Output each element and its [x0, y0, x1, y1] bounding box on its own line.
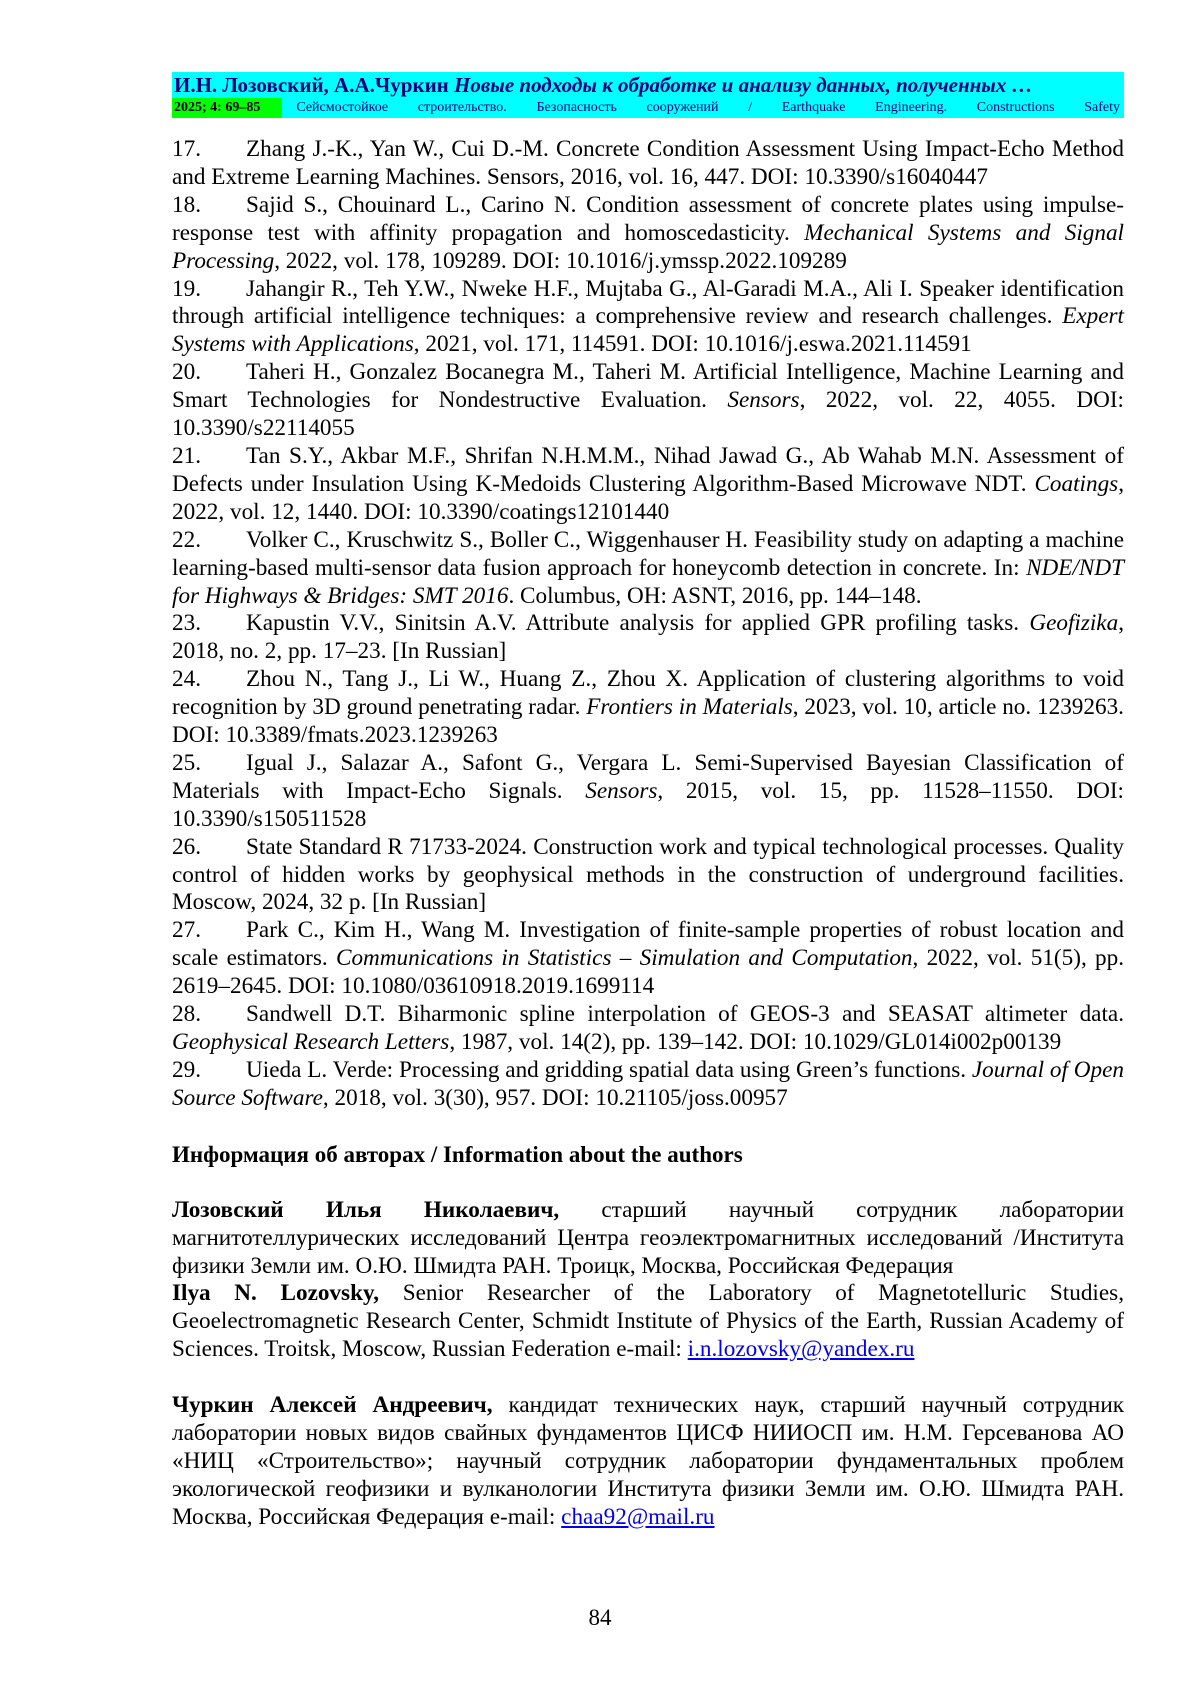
- reference-number: 22.: [172, 527, 246, 555]
- reference-text: Sajid S., Chouinard L., Carino N. Condition assessment of concrete plates using impulse-response test with affinity propagation and homoscedasticity.: [172, 192, 1124, 246]
- reference-number: 27.: [172, 917, 246, 945]
- author-1-en: [172, 1280, 1124, 1364]
- reference-item: [172, 276, 1124, 360]
- reference-item: [172, 443, 1124, 527]
- author-1-ru: [172, 1197, 1124, 1281]
- reference-source: Sensors: [585, 778, 657, 804]
- header-citation: 2025; 4: 69–85: [172, 98, 282, 118]
- reference-item: [172, 750, 1124, 834]
- reference-item: [172, 359, 1124, 443]
- header-title: Новые подходы к обработке и анализу данных, полученных …: [454, 73, 1033, 97]
- reference-details: , 2022, vol. 178, 109289. DOI: 10.1016/j.ymssp.2022.109289: [274, 248, 847, 274]
- reference-item: [172, 1001, 1124, 1057]
- reference-source: Expert Systems with Applications: [172, 303, 1124, 357]
- running-header: [172, 72, 1124, 98]
- author-1-ru-name: Лозовский Илья Николаевич,: [172, 1197, 559, 1223]
- reference-number: 21.: [172, 443, 246, 471]
- reference-number: 19.: [172, 276, 246, 304]
- reference-item: [172, 666, 1124, 750]
- header-journal: Сейсмостойкое строительство. Безопасность сооружений / Earthquake Engineering. Constructions Safety: [282, 98, 1124, 118]
- reference-text: Volker C., Kruschwitz S., Boller C., Wiggenhauser H. Feasibility study on adapting a machine learning-based multi-sensor data fusion approach for honeycomb detection in concrete. In:: [172, 527, 1124, 581]
- reference-text: Zhou N., Tang J., Li W., Huang Z., Zhou X. Application of clustering algorithms to void recognition by 3D ground penetrating radar.: [172, 666, 1124, 720]
- reference-source: Frontiers in Materials: [586, 694, 793, 720]
- reference-details: , 2018, no. 2, pp. 17–23. [In Russian]: [172, 610, 1124, 664]
- references-list: [172, 136, 1124, 1113]
- reference-details: . Columbus, OH: ASNT, 2016, pp. 144–148.: [508, 583, 921, 609]
- reference-item: [172, 917, 1124, 1001]
- journal-header: [172, 98, 1124, 118]
- reference-details: , 2018, vol. 3(30), 957. DOI: 10.21105/joss.00957: [323, 1085, 788, 1111]
- reference-source: Geofizika: [1029, 610, 1118, 636]
- reference-item: [172, 834, 1124, 918]
- reference-text: Zhang J.-K., Yan W., Cui D.-M. Concrete Condition Assessment Using Impact-Echo Method and Extreme Learning Machines. Sensors, 2016, vol. 16, 447. DOI: 10.3390/s16040447: [172, 136, 1124, 190]
- reference-number: 28.: [172, 1001, 246, 1029]
- author-1-en-affiliation: Senior Researcher of the Laboratory of Magnetotelluric Studies, Geoelectromagnetic Research Center, Schmidt Institute of Physics of the Earth, Russian Academy of Sciences. Troitsk, Moscow, Russian Federation e-mail:: [172, 1280, 1124, 1362]
- page-number: 84: [0, 1604, 1200, 1632]
- reference-details: , 1987, vol. 14(2), pp. 139–142. DOI: 10.1029/GL014i002p00139: [449, 1029, 1061, 1055]
- reference-details: , 2022, vol. 12, 1440. DOI: 10.3390/coatings12101440: [172, 471, 1124, 525]
- reference-number: 17.: [172, 136, 246, 164]
- reference-text: Sandwell D.T. Biharmonic spline interpolation of GEOS-3 and SEASAT altimeter data.: [246, 1001, 1124, 1027]
- reference-source: Communications in Statistics – Simulation and Computation: [336, 945, 913, 971]
- reference-details: , 2015, vol. 15, pp. 11528–11550. DOI: 10.3390/s150511528: [172, 778, 1124, 832]
- reference-text: Igual J., Salazar A., Safont G., Vergara L. Semi-Supervised Bayesian Classification of Materials with Impact-Echo Signals.: [172, 750, 1124, 804]
- reference-source: Journal of Open Source Software: [172, 1057, 1124, 1111]
- reference-item: [172, 1057, 1124, 1113]
- author-2-ru: [172, 1392, 1124, 1532]
- author-1-ru-affiliation: старший научный сотрудник лаборатории магнитотеллурических исследований Центра геоэлектромагнитных исследований /Института физики Земли им. О.Ю. Шмидта РАН. Троицк, Москва, Российская Федерация: [172, 1197, 1124, 1279]
- reference-source: NDE/NDT for Highways & Bridges: SMT 2016: [172, 555, 1124, 609]
- reference-number: 23.: [172, 610, 246, 638]
- reference-text: Taheri H., Gonzalez Bocanegra M., Taheri M. Artificial Intelligence, Machine Learning and Smart Technologies for Nondestructive Evaluation.: [172, 359, 1124, 413]
- reference-item: [172, 136, 1124, 192]
- reference-source: Coatings: [1034, 471, 1118, 497]
- reference-source: Sensors: [727, 387, 799, 413]
- reference-details: , 2023, vol. 10, article no. 1239263. DOI: 10.3389/fmats.2023.1239263: [172, 694, 1124, 748]
- reference-number: 18.: [172, 192, 246, 220]
- author-2-email-link[interactable]: chaa92@mail.ru: [561, 1504, 714, 1530]
- reference-number: 20.: [172, 359, 246, 387]
- reference-details: , 2021, vol. 171, 114591. DOI: 10.1016/j.eswa.2021.114591: [414, 331, 972, 357]
- reference-number: 25.: [172, 750, 246, 778]
- reference-number: 29.: [172, 1057, 246, 1085]
- page-content: [172, 72, 1124, 1532]
- reference-item: [172, 610, 1124, 666]
- author-2-ru-affiliation: кандидат технических наук, старший научный сотрудник лаборатории новых видов свайных фундаментов ЦИСФ НИИОСП им. Н.М. Герсеванова АО «НИЦ «Строительство»; научный сотрудник лаборатории фундаментальных проблем экологической геофизики и вулканологии Института физики Земли им. О.Ю. Шмидта РАН. Москва, Российская Федерация e-mail:: [172, 1392, 1124, 1530]
- reference-text: Kapustin V.V., Sinitsin A.V. Attribute analysis for applied GPR profiling tasks.: [246, 610, 1029, 636]
- reference-text: Jahangir R., Teh Y.W., Nweke H.F., Mujtaba G., Al-Garadi M.A., Ali I. Speaker identification through artificial intelligence techniques: a comprehensive review and research challenges.: [172, 276, 1124, 330]
- reference-text: Uieda L. Verde: Processing and gridding spatial data using Green’s functions.: [246, 1057, 972, 1083]
- reference-text: Tan S.Y., Akbar M.F., Shrifan N.H.M.M., Nihad Jawad G., Ab Wahab M.N. Assessment of Defects under Insulation Using K-Medoids Clustering Algorithm-Based Microwave NDT.: [172, 443, 1124, 497]
- reference-item: [172, 527, 1124, 611]
- reference-text: State Standard R 71733-2024. Construction work and typical technological processes. Quality control of hidden works by geophysical methods in the construction of underground facilities. Moscow, 2024, 32 p. [In Russian]: [172, 834, 1124, 916]
- reference-text: Park C., Kim H., Wang M. Investigation of finite-sample properties of robust location and scale estimators.: [172, 917, 1124, 971]
- reference-number: 26.: [172, 834, 246, 862]
- author-1-email-link[interactable]: i.n.lozovsky@yandex.ru: [688, 1336, 915, 1362]
- author-1-en-name: Ilya N. Lozovsky,: [172, 1280, 379, 1306]
- authors-section-title: Информация об авторах / Information about the authors: [172, 1141, 1124, 1169]
- header-authors: И.Н. Лозовский, А.А.Чуркин: [174, 73, 449, 97]
- reference-details: , 2022, vol. 22, 4055. DOI: 10.3390/s22114055: [172, 387, 1124, 441]
- reference-source: Mechanical Systems and Signal Processing: [172, 220, 1124, 274]
- reference-number: 24.: [172, 666, 246, 694]
- reference-details: , 2022, vol. 51(5), pp. 2619–2645. DOI: 10.1080/03610918.2019.1699114: [172, 945, 1124, 999]
- author-2-ru-name: Чуркин Алексей Андреевич,: [172, 1392, 493, 1418]
- reference-item: [172, 192, 1124, 276]
- reference-source: Geophysical Research Letters: [172, 1029, 449, 1055]
